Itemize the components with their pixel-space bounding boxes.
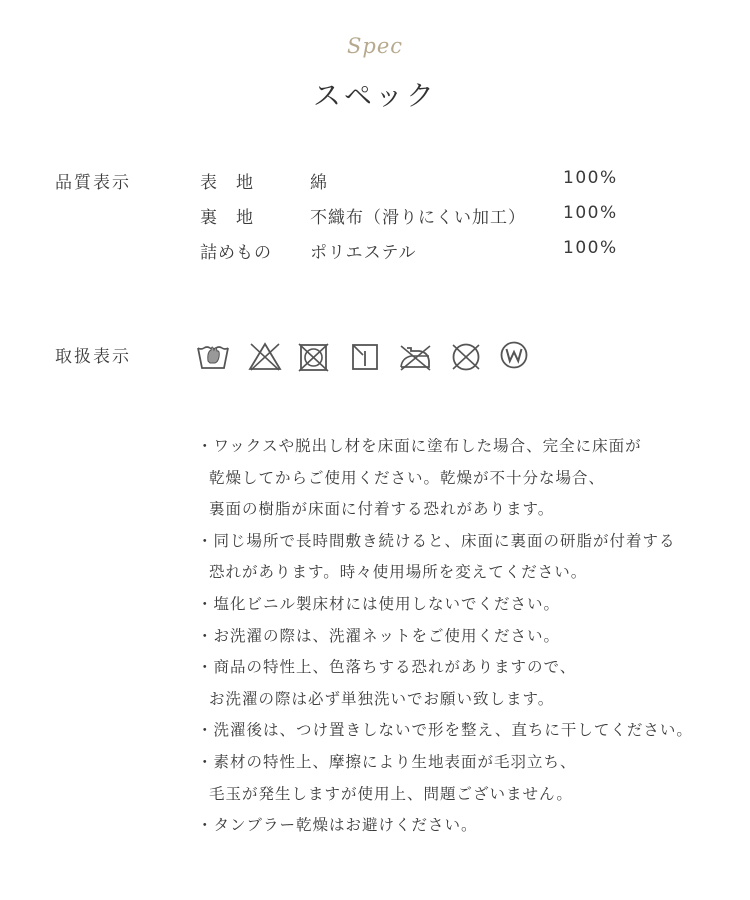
quality-part: 表 地	[200, 173, 254, 193]
page-title: スペック	[312, 79, 437, 112]
hand-wash-icon	[195, 340, 231, 372]
wet-clean-icon	[497, 340, 531, 372]
quality-percent: 100%	[563, 203, 618, 223]
no-tumble-dry-icon	[297, 340, 331, 372]
line-dry-shade-icon	[349, 340, 381, 372]
note-line: 乾燥してからご使用ください。乾燥が不十分な場合、	[209, 468, 606, 487]
no-bleach-icon	[247, 340, 283, 372]
note-line: 毛玉が発生しますが使用上、問題ございません。	[209, 784, 573, 803]
quality-material: 綿	[310, 173, 328, 193]
quality-label: 品質表示	[55, 173, 131, 193]
note-line: ・洗濯後は、つけ置きしないで形を整え、直ちに干してください。	[197, 721, 693, 740]
no-dry-clean-icon	[449, 340, 483, 372]
quality-row	[200, 168, 630, 198]
caution-notes	[197, 431, 737, 842]
note-line: お洗濯の際は必ず単独洗いでお願い致します。	[209, 689, 555, 708]
quality-percent: 100%	[563, 238, 618, 258]
note-line: ・商品の特性上、色落ちする恐れがありますので、	[197, 658, 577, 677]
note-line: ・ワックスや脱出し材を床面に塗布した場合、完全に床面が	[197, 437, 642, 455]
note-line: ・タンブラー乾燥はお避けください。	[197, 816, 478, 835]
care-label: 取扱表示	[55, 347, 131, 367]
quality-row	[200, 238, 630, 268]
quality-material: ポリエステル	[310, 243, 417, 263]
quality-percent: 100%	[563, 168, 618, 188]
note-line: ・同じ場所で長時間敷き続けると、床面に裏面の研脂が付着する	[197, 531, 676, 550]
note-line: ・お洗濯の際は、洗濯ネットをご使用ください。	[197, 626, 561, 645]
quality-material: 不織布（滑りにくい加工）	[310, 208, 526, 228]
note-line: 恐れがあります。時々使用場所を変えてください。	[209, 563, 588, 582]
quality-part: 詰めもの	[200, 243, 272, 263]
quality-part: 裏 地	[200, 208, 254, 228]
quality-row	[200, 203, 630, 233]
note-line: 裏面の樹脂が床面に付着する恐れがあります。	[209, 500, 555, 519]
no-iron-icon	[397, 340, 433, 372]
note-line: ・塩化ビニル製床材には使用しないでください。	[197, 594, 561, 613]
section-en-label: Spec	[346, 34, 404, 58]
note-line: ・素材の特性上、摩擦により生地表面が毛羽立ち、	[197, 752, 577, 771]
care-icons	[195, 340, 535, 374]
